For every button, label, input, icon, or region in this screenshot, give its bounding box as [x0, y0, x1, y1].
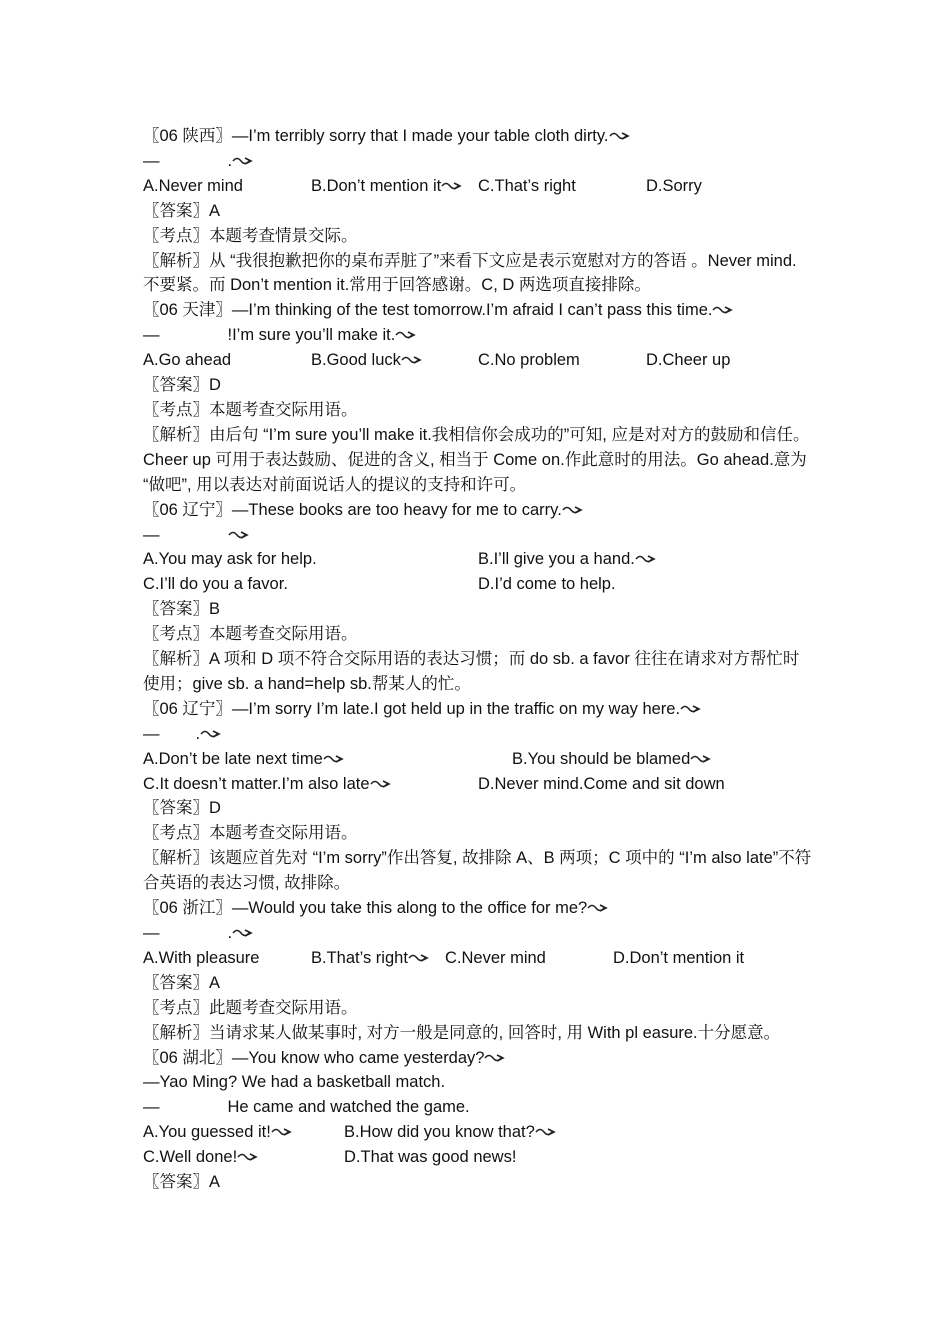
q3-analysis: 〖解析〗A 项和 D 项不符合交际用语的表达习惯；而 do sb. a favor 往往在请求对方帮忙时使用；give sb. a hand=help sb.帮某人的忙。 [143, 650, 800, 693]
q5-stem: 〖06 浙江〗—Would you take this along to the office for me? [143, 896, 813, 921]
q4-options-row1 [143, 747, 813, 772]
q2-reply: — !I’m sure you’ll make it. [143, 323, 813, 348]
q1-answer: 〖答案〗A [143, 201, 221, 220]
q6-options-row2 [143, 1145, 813, 1170]
q4-point: 〖考点〗本题考查交际用语。 [143, 824, 358, 843]
paragraph-mark-icon [228, 529, 250, 541]
paragraph-mark-icon [271, 1126, 293, 1138]
q5-option-d: D.Don’t mention it [613, 948, 745, 967]
q4-option-c: C.It doesn’t matter.I’m also late [143, 772, 478, 797]
q6-answer: 〖答案〗A [143, 1173, 221, 1192]
paragraph-mark-icon [200, 728, 222, 740]
q1-option-a: A.Never mind [143, 176, 243, 195]
q3-point: 〖考点〗本题考查交际用语。 [143, 625, 358, 644]
q5-option-b: B.That’s right [311, 946, 445, 971]
q6-options-row1 [143, 1120, 813, 1145]
q5-reply: — . [143, 921, 813, 946]
q2-answer: 〖答案〗D [143, 376, 221, 395]
paragraph-mark-icon [609, 130, 631, 142]
paragraph-mark-icon [690, 753, 712, 765]
q3-option-a: A.You may ask for help. [143, 550, 317, 569]
q5-option-a: A.With pleasure [143, 948, 260, 967]
q5-answer: 〖答案〗A [143, 973, 221, 992]
paragraph-mark-icon [232, 155, 254, 167]
q4-option-a: A.Don’t be late next time [143, 747, 512, 772]
q1-analysis: 〖解析〗从 “我很抱歉把你的桌布弄脏了”来看下文应是表示宽慰对方的答语 。Never mind.不要紧。而 Don’t mention it.常用于回答感谢。C, D 两选项直接排除。 [143, 251, 797, 295]
paragraph-mark-icon [323, 753, 345, 765]
q3-reply: — [143, 523, 813, 548]
q3-options-row2 [143, 572, 813, 597]
paragraph-mark-icon [408, 952, 430, 964]
q6-option-a: A.You guessed it! [143, 1120, 344, 1145]
q6-option-b: B.How did you know that? [344, 1120, 557, 1145]
q3-option-b: B.I’ll give you a hand. [478, 547, 657, 572]
paragraph-mark-icon [232, 927, 254, 939]
q1-point: 〖考点〗本题考查情景交际。 [143, 226, 358, 245]
q4-reply: — . [143, 722, 813, 747]
paragraph-mark-icon [712, 304, 734, 316]
q1-reply: — . [143, 149, 813, 174]
q1-option-d: D.Sorry [646, 176, 702, 195]
q6-reply: — He came and watched the game. [143, 1098, 470, 1117]
q2-point: 〖考点〗本题考查交际用语。 [143, 400, 358, 419]
q2-option-b: B.Good luck [311, 348, 478, 373]
q3-option-c: C.I’ll do you a favor. [143, 575, 288, 594]
q3-stem: 〖06 辽宁〗—These books are too heavy for me to carry. [143, 498, 813, 523]
q5-options [143, 946, 813, 971]
paragraph-mark-icon [535, 1126, 557, 1138]
q6-option-c: C.Well done! [143, 1145, 344, 1170]
q6-option-d: D.That was good news! [344, 1148, 517, 1167]
q2-option-a: A.Go ahead [143, 351, 232, 370]
q2-options [143, 348, 813, 373]
q1-option-b: B.Don’t mention it [311, 174, 478, 199]
paragraph-mark-icon [237, 1151, 259, 1163]
q5-option-c: C.Never mind [445, 948, 546, 967]
q2-option-d: D.Cheer up [646, 351, 731, 370]
paragraph-mark-icon [484, 1052, 506, 1064]
q4-analysis: 〖解析〗该题应首先对 “I’m sorry”作出答复, 故排除 A、B 两项；C 项中的 “I’m also late”不符合英语的表达习惯, 故排除。 [143, 849, 812, 893]
q3-option-d: D.I’d come to help. [478, 575, 616, 594]
paragraph-mark-icon [395, 329, 417, 341]
q2-analysis: 〖解析〗由后句 “I’m sure you’ll make it.我相信你会成功的”可知, 应是对对方的鼓励和信任。Cheer up 可用于表达鼓励、促进的含义, 相当于 Come on.作此意时的用法。Go ahead.意为 “做吧”, 用以表达对前面说话人的提议的支持和许可。 [143, 425, 810, 494]
q4-stem: 〖06 辽宁〗—I’m sorry I’m late.I got held up in the traffic on my way here. [143, 697, 813, 722]
q2-option-c: C.No problem [478, 351, 580, 370]
q4-option-b: B.You should be blamed [512, 747, 712, 772]
q4-option-d: D.Never mind.Come and sit down [478, 774, 725, 793]
paragraph-mark-icon [680, 703, 702, 715]
q5-point: 〖考点〗此题考查交际用语。 [143, 998, 358, 1017]
paragraph-mark-icon [370, 778, 392, 790]
q1-option-c: C.That’s right [478, 176, 576, 195]
q3-options-row1 [143, 547, 813, 572]
q1-stem: 〖06 陕西〗—I’m terribly sorry that I made your table cloth dirty. [143, 124, 813, 149]
q2-stem: 〖06 天津〗—I’m thinking of the test tomorrow.I’m afraid I can’t pass this time. [143, 298, 813, 323]
q1-options [143, 174, 813, 199]
paragraph-mark-icon [401, 354, 423, 366]
q5-analysis: 〖解析〗当请求某人做某事时, 对方一般是同意的, 回答时, 用 With pl easure.十分愿意。 [143, 1023, 781, 1042]
paragraph-mark-icon [562, 504, 584, 516]
paragraph-mark-icon [441, 180, 463, 192]
paragraph-mark-icon [635, 553, 657, 565]
q6-line2: —Yao Ming? We had a basketball match. [143, 1073, 446, 1092]
exam-document [143, 124, 813, 1195]
q4-options-row2 [143, 772, 813, 797]
q6-stem: 〖06 湖北〗—You know who came yesterday? [143, 1046, 813, 1071]
paragraph-mark-icon [587, 902, 609, 914]
q3-answer: 〖答案〗B [143, 600, 221, 619]
q4-answer: 〖答案〗D [143, 799, 221, 818]
